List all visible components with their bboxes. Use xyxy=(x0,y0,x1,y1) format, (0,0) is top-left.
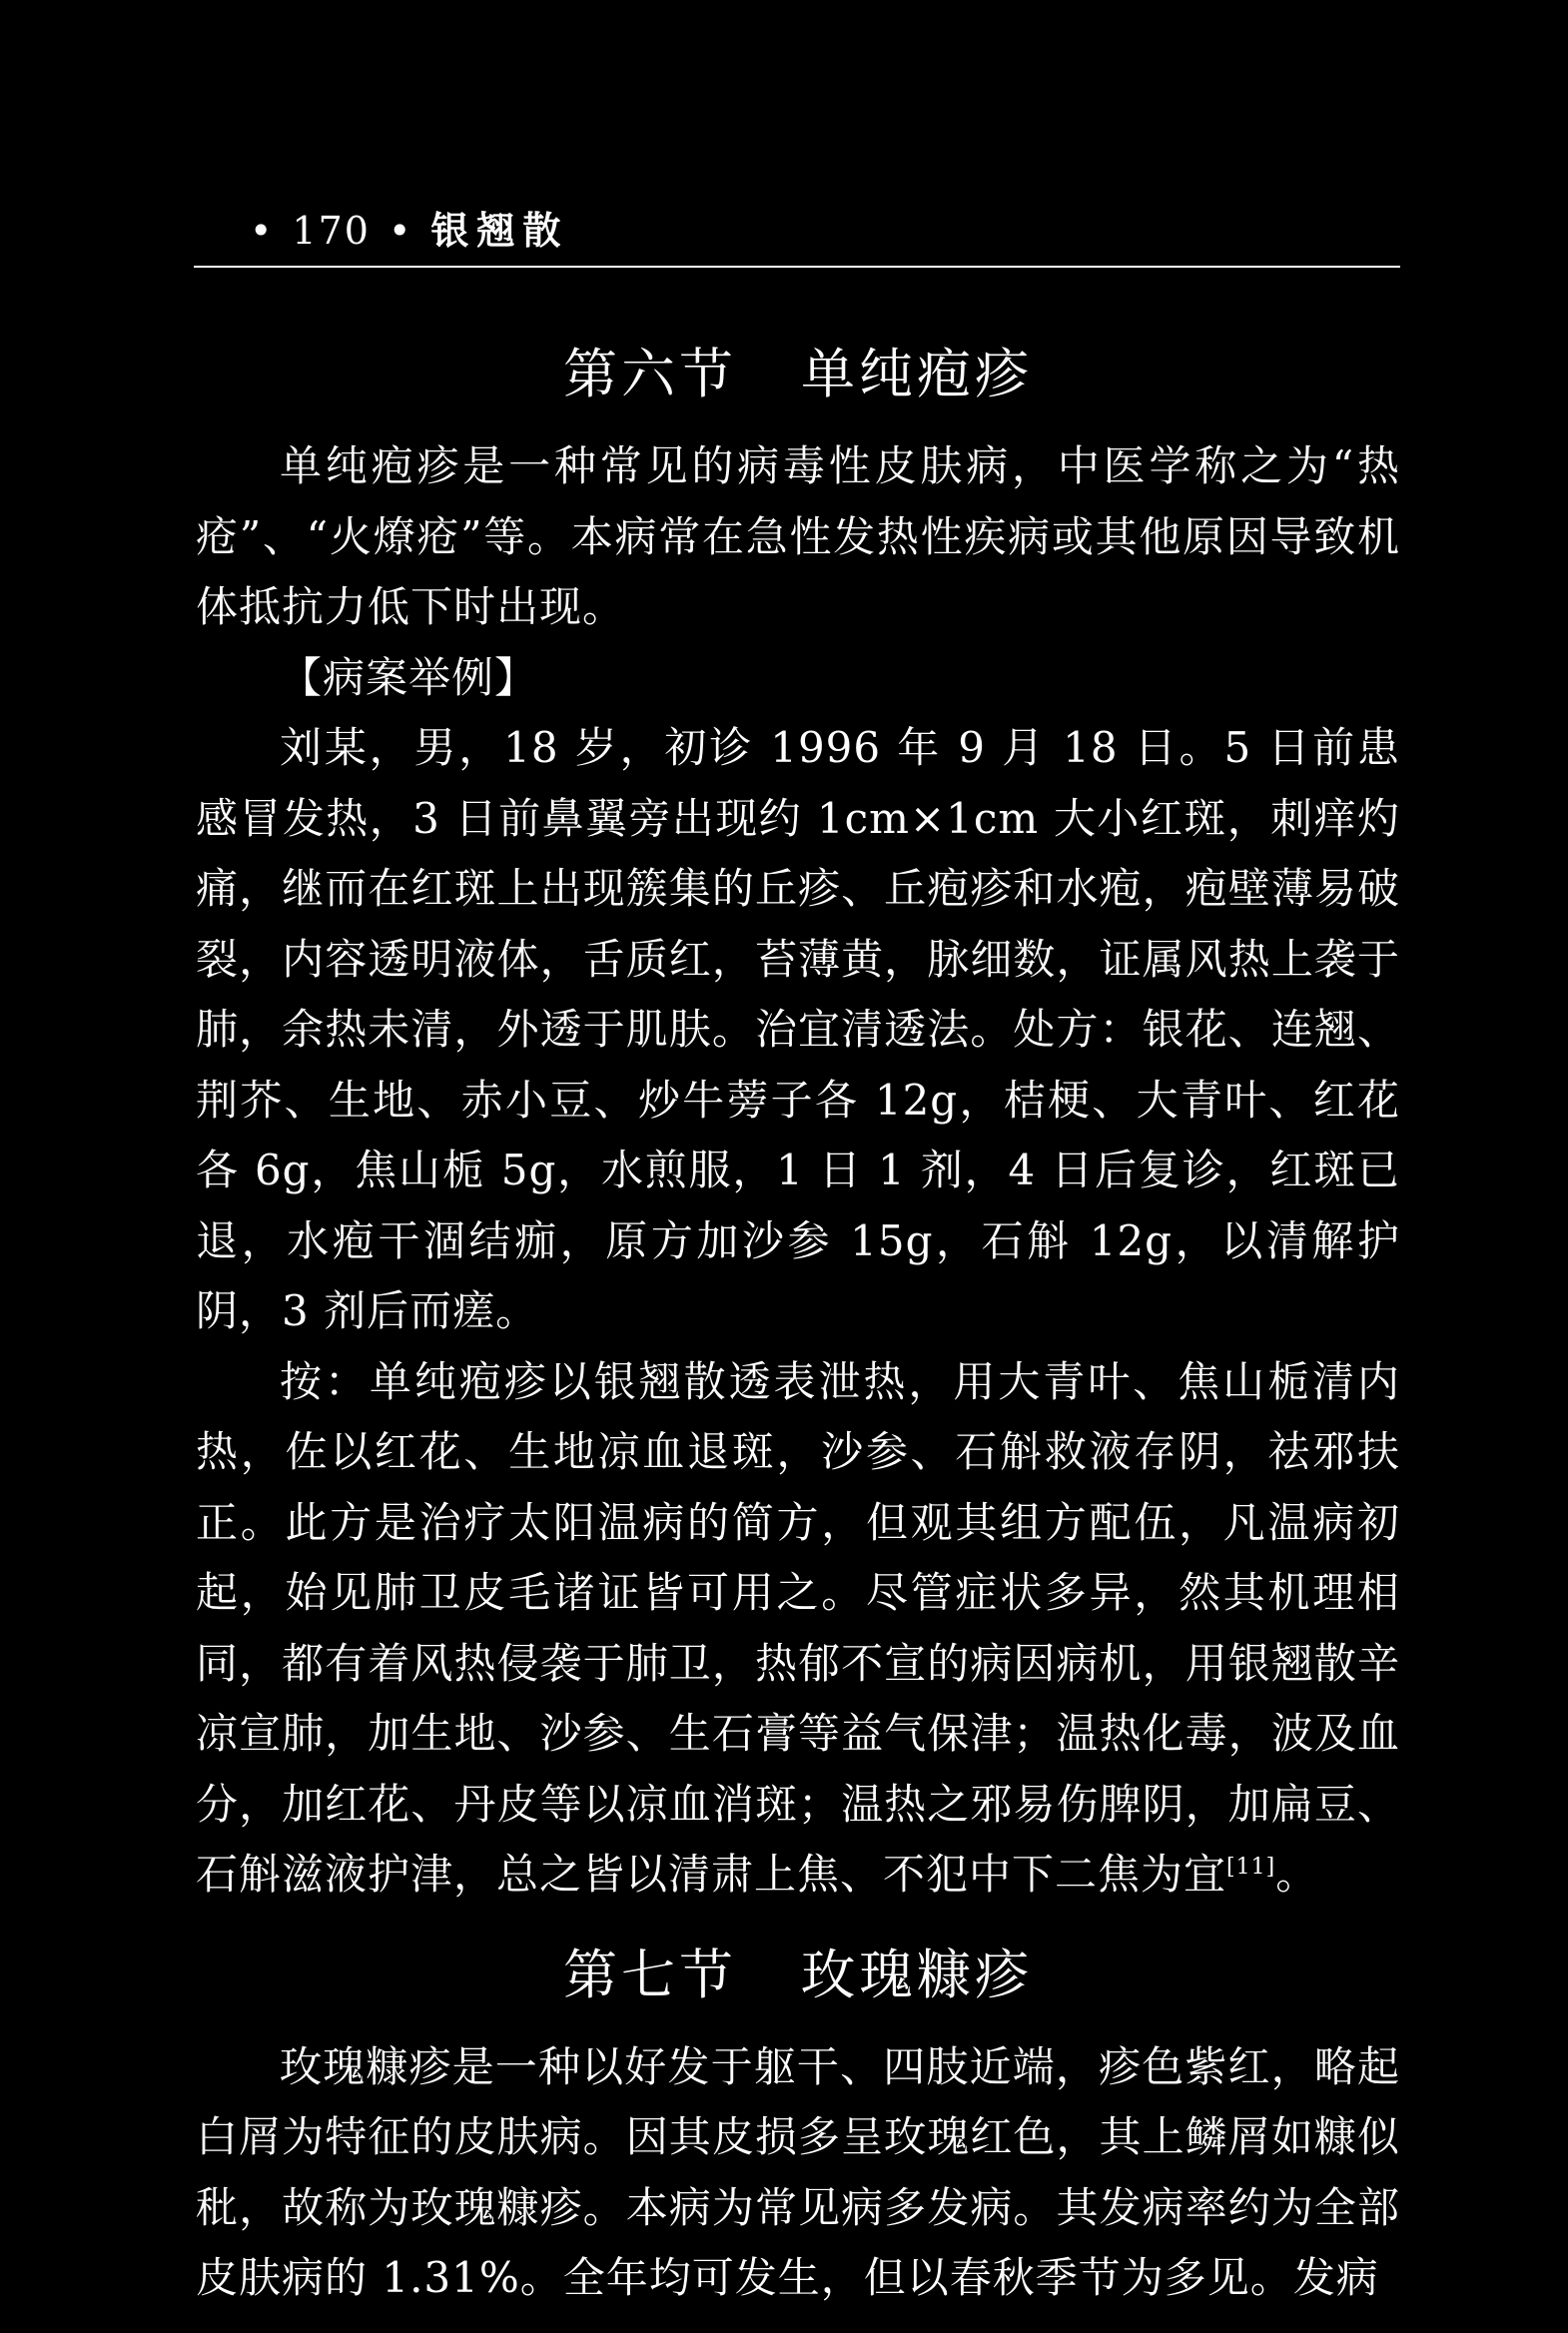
commentary-paragraph xyxy=(196,1347,1400,1911)
section-6-title xyxy=(196,330,1400,419)
page-body xyxy=(196,330,1400,2314)
section-6-intro: 单纯疱疹是一种常见的病毒性皮肤病，中医学称之为“热疮”、“火燎疮”等。本病常在急性发热性疾病或其他原因导致机体抵抗力低下时出现。 xyxy=(196,441,1400,631)
header-rule xyxy=(194,266,1400,268)
citation-ref: [11] xyxy=(1226,1855,1276,1880)
case-example-label: 【病案举例】 xyxy=(280,652,538,702)
commentary-end: 。 xyxy=(1275,1850,1319,1899)
commentary-text: 按：单纯疱疹以银翘散透表泄热，用大青叶、焦山栀清内热，佐以红花、生地凉血退斑，沙参、石斛救液存阴，祛邪扶正。此方是治疗太阳温病的简方，但观其组方配伍，凡温病初起，始见肺卫皮毛诸证皆可用之。尽管症状多异，然其机理相同，都有着风热侵袭于肺卫，热郁不宣的病因病机，用银翘散辛凉宣肺，加生地、沙参、生石膏等益气保津；温热化毒，波及血分，加红花、丹皮等以凉血消斑；温热之邪易伤脾阴，加扁豆、石斛滋液护津，总之皆以清肃上焦、不犯中下二焦为宜 xyxy=(196,1356,1400,1899)
section-6-name: 单纯疱疹 xyxy=(801,343,1033,405)
header-bullet-right: • xyxy=(388,209,413,253)
header-bullet-left: • xyxy=(250,209,275,253)
book-title: 银翘散 xyxy=(430,208,569,253)
section-6-number: 第六节 xyxy=(563,343,737,405)
section-7-title xyxy=(196,1931,1400,2020)
section-7-number: 第七节 xyxy=(563,1943,737,2006)
page-number: 170 xyxy=(292,209,371,253)
section-7-name: 玫瑰糠疹 xyxy=(801,1943,1033,2006)
running-header xyxy=(232,200,568,255)
section-7-intro: 玫瑰糠疹是一种以好发于躯干、四肢近端，疹色紫红，略起白屑为特征的皮肤病。因其皮损多呈玫瑰红色，其上鳞屑如糠似秕，故称为玫瑰糠疹。本病为常见病多发病。其发病率约为全部皮肤病的 1.31%。全年均可发生，但以春秋季节为多见。发病 xyxy=(196,2041,1400,2302)
case-example-text: 刘某，男，18 岁，初诊 1996 年 9 月 18 日。5 日前患感冒发热，3 日前鼻翼旁出现约 1cm×1cm 大小红斑，刺痒灼痛，继而在红斑上出现簇集的丘疹、丘疱疹和水疱，疱壁薄易破裂，内容透明液体，舌质红，苔薄黄，脉细数，证属风热上袭于肺，余热未清，外透于肌肤。治宜清透法。处方：银花、连翘、荆芥、生地、赤小豆、炒牛蒡子各 12g，桔梗、大青叶、红花各 6g，焦山栀 5g，水煎服，1 日 1 剂，4 日后复诊，红斑已退，水疱干涸结痂，原方加沙参 15g，石斛 12g，以清解护阴，3 剂后而瘥。 xyxy=(196,723,1400,1335)
